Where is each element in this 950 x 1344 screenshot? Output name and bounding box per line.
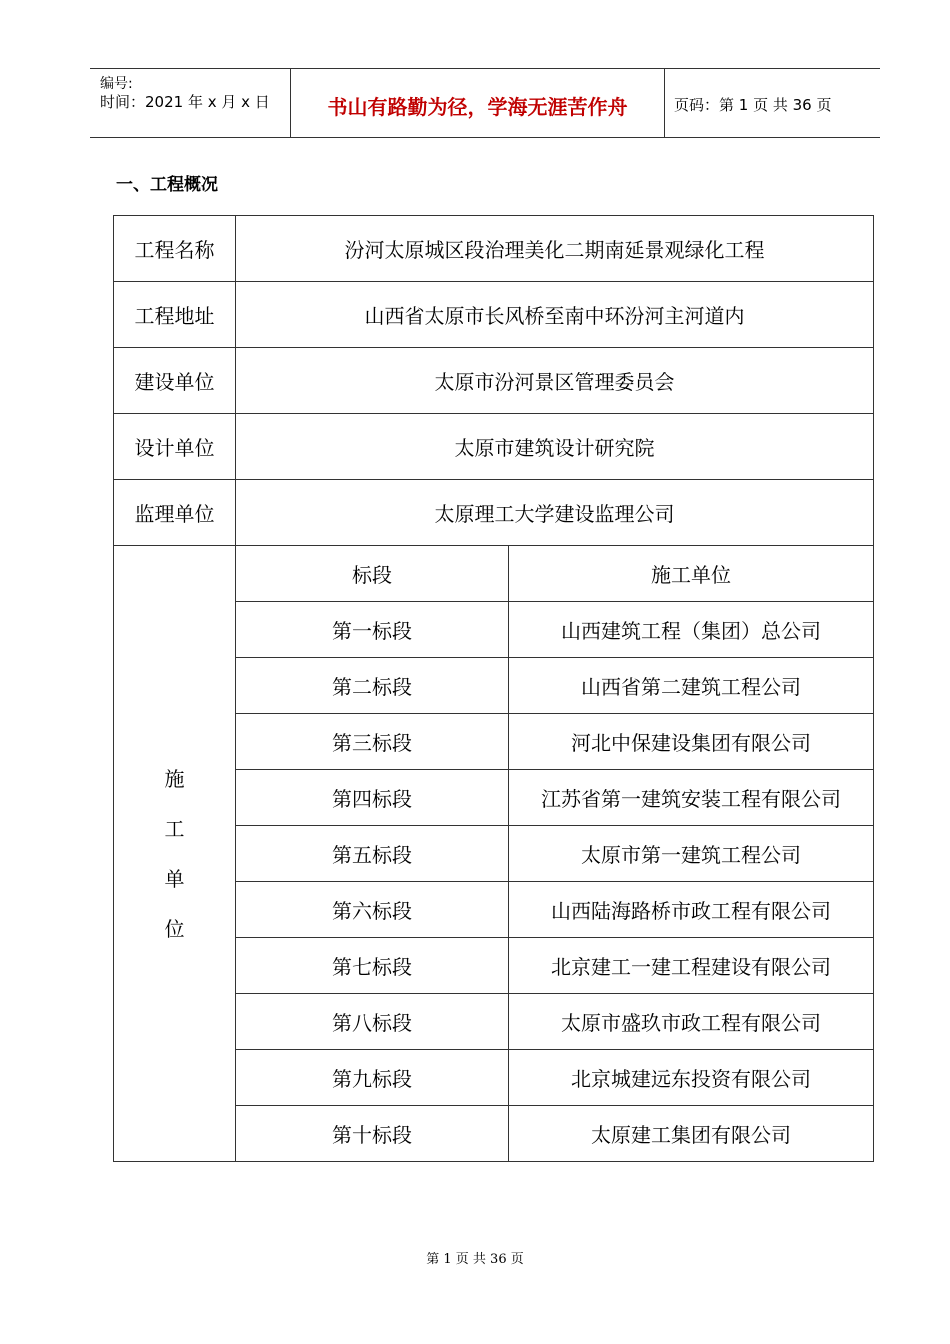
section-name: 第九标段 (236, 1050, 509, 1106)
contractor-name: 太原建工集团有限公司 (509, 1106, 874, 1162)
header-page-info: 页码：第 1 页 共 36 页 (674, 96, 832, 114)
overview-label: 工程地址 (114, 282, 236, 348)
overview-value: 太原理工大学建设监理公司 (236, 480, 874, 546)
section-name: 第十标段 (236, 1106, 509, 1162)
section-name: 第七标段 (236, 938, 509, 994)
overview-value: 太原市汾河景区管理委员会 (236, 348, 874, 414)
overview-value: 太原市建筑设计研究院 (236, 414, 874, 480)
construction-unit-label (114, 546, 236, 1162)
section-name: 第二标段 (236, 658, 509, 714)
construction-label-char: 工 (164, 816, 185, 841)
overview-row (114, 216, 874, 282)
overview-row (114, 480, 874, 546)
project-overview-table (113, 215, 874, 1162)
document-number-label: 编号: (100, 76, 133, 92)
contractor-name: 山西建筑工程（集团）总公司 (509, 602, 874, 658)
contractor-name: 北京建工一建工程建设有限公司 (509, 938, 874, 994)
construction-header-row (114, 546, 874, 602)
overview-value: 汾河太原城区段治理美化二期南延景观绿化工程 (236, 216, 874, 282)
overview-label: 建设单位 (114, 348, 236, 414)
construction-label-char: 位 (164, 916, 185, 941)
contractor-name: 太原市盛玖市政工程有限公司 (509, 994, 874, 1050)
document-time-label: 时间：2021 年 x 月 x 日 (100, 93, 270, 111)
section-name: 第五标段 (236, 826, 509, 882)
overview-label: 设计单位 (114, 414, 236, 480)
header-motto-cell (290, 69, 665, 137)
construction-label-char: 施 (164, 766, 185, 791)
overview-row (114, 414, 874, 480)
page-footer: 第 1 页 共 36 页 (426, 1252, 524, 1267)
contractor-name: 太原市第一建筑工程公司 (509, 826, 874, 882)
header-page-cell (664, 69, 880, 137)
section-name: 第四标段 (236, 770, 509, 826)
section-title: 一、工程概况 (116, 175, 218, 195)
contractor-name: 山西省第二建筑工程公司 (509, 658, 874, 714)
overview-row (114, 348, 874, 414)
overview-label: 工程名称 (114, 216, 236, 282)
contractor-name: 山西陆海路桥市政工程有限公司 (509, 882, 874, 938)
construction-label-char: 单 (164, 866, 185, 891)
section-name: 第三标段 (236, 714, 509, 770)
column-header-unit: 施工单位 (509, 546, 874, 602)
section-name: 第六标段 (236, 882, 509, 938)
header-motto: 书山有路勤为径，学海无涯苦作舟 (327, 95, 628, 119)
header-meta (90, 69, 290, 137)
overview-value: 山西省太原市长风桥至南中环汾河主河道内 (236, 282, 874, 348)
contractor-name: 河北中保建设集团有限公司 (509, 714, 874, 770)
overview-label: 监理单位 (114, 480, 236, 546)
section-name: 第一标段 (236, 602, 509, 658)
section-name: 第八标段 (236, 994, 509, 1050)
overview-row (114, 282, 874, 348)
page-header (90, 68, 880, 138)
column-header-section: 标段 (236, 546, 509, 602)
contractor-name: 江苏省第一建筑安装工程有限公司 (509, 770, 874, 826)
contractor-name: 北京城建远东投资有限公司 (509, 1050, 874, 1106)
